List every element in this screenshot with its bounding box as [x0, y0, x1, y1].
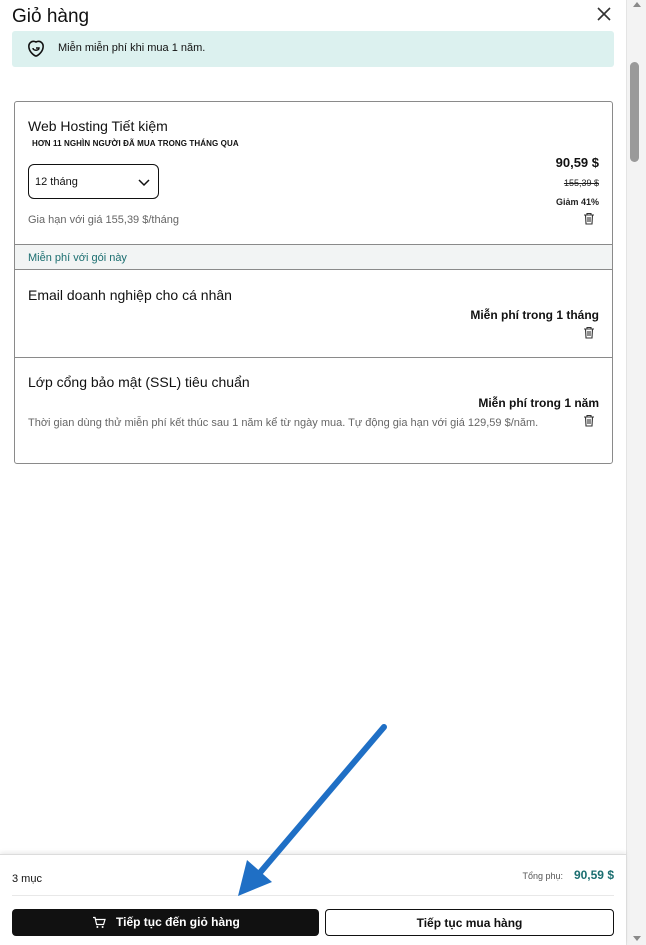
- item-name-ssl: Lớp cổng bảo mật (SSL) tiêu chuẩn: [28, 374, 250, 390]
- continue-to-cart-label: Tiếp tục đến giỏ hàng: [116, 915, 240, 929]
- item-divider: [15, 357, 612, 358]
- trash-icon[interactable]: [583, 212, 595, 225]
- trash-icon[interactable]: [583, 414, 595, 427]
- item-name-web-hosting: Web Hosting Tiết kiệm: [28, 118, 168, 134]
- item-discount: Giảm 41%: [555, 197, 599, 207]
- term-select[interactable]: [28, 164, 159, 199]
- item-status-ssl: Miễn phí trong 1 năm: [478, 396, 599, 410]
- scrollbar-thumb[interactable]: [630, 62, 639, 162]
- godaddy-logo-icon: [26, 39, 46, 59]
- free-with-plan-label: Miễn phí với gói này: [28, 252, 127, 264]
- term-select-value: 12 tháng: [35, 176, 78, 188]
- close-icon[interactable]: [594, 4, 614, 24]
- item-name-email: Email doanh nghiệp cho cá nhân: [28, 287, 232, 303]
- cart-items: [14, 101, 613, 464]
- item-count: 3 mục: [12, 873, 42, 885]
- page-title: Giỏ hàng: [12, 6, 90, 27]
- subtotal-value: 90,59 $: [573, 868, 614, 882]
- ssl-description: Thời gian dùng thử miễn phí kết thúc sau 1 năm kể từ ngày mua. Tự động gia hạn với giá 129,59 $/năm.: [28, 417, 539, 429]
- free-with-plan-strip: [15, 244, 612, 270]
- footer-divider: [12, 895, 614, 896]
- cart-icon: [92, 916, 106, 929]
- continue-shopping-label: Tiếp tục mua hàng: [416, 916, 523, 930]
- chevron-down-icon: [137, 176, 151, 188]
- item-old-price: 155,39 $: [563, 178, 599, 188]
- item-status-email: Miễn phí trong 1 tháng: [470, 308, 599, 322]
- cart-header: [0, 0, 626, 32]
- trash-icon[interactable]: [583, 326, 595, 339]
- scroll-down-arrow-icon[interactable]: [633, 936, 641, 941]
- scroll-up-arrow-icon[interactable]: [633, 2, 641, 7]
- cart-footer: [0, 854, 626, 945]
- popularity-badge: HƠN 11 NGHÌN NGƯỜI ĐÃ MUA TRONG THÁNG QUA: [32, 139, 239, 148]
- continue-shopping-button[interactable]: [325, 909, 614, 936]
- promo-banner: [12, 31, 614, 67]
- item-price: 90,59 $: [555, 155, 599, 170]
- promo-banner-text: Miễn miễn phí khi mua 1 năm.: [58, 42, 206, 54]
- subtotal-label: Tổng phụ:: [522, 871, 563, 881]
- renewal-text: Gia hạn với giá 155,39 $/tháng: [28, 214, 179, 226]
- continue-to-cart-button[interactable]: [12, 909, 319, 936]
- scrollbar[interactable]: [626, 0, 646, 945]
